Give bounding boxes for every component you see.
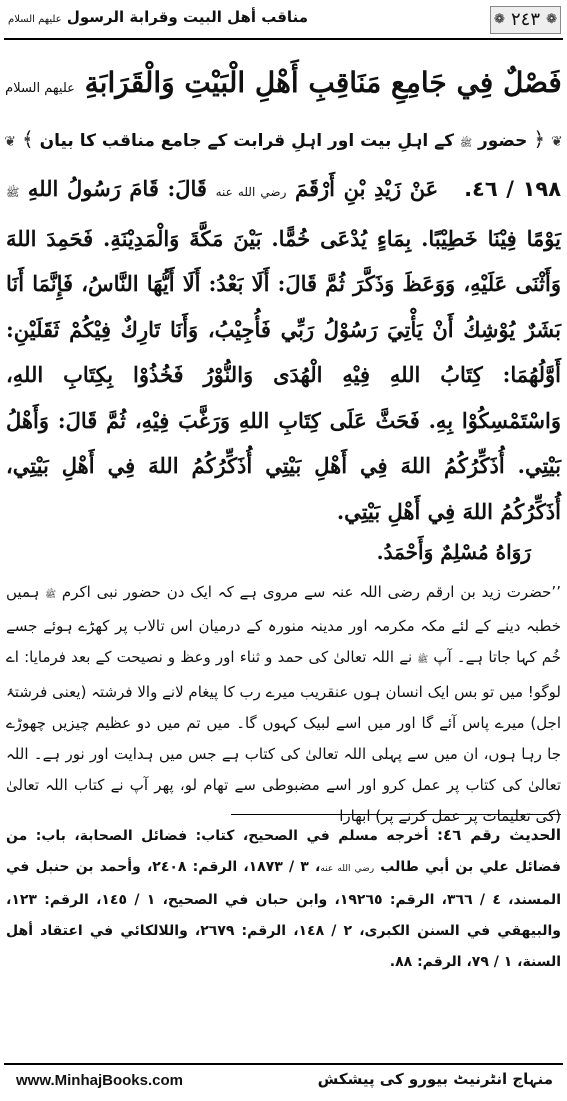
leaf-ornament-icon: ❦ [550,134,563,150]
section-title [0,52,567,114]
hadith-number: ١٩٨ / ٤٦. [464,177,562,201]
translation-part2: ہمیں خطبہ دینے کے لئے مکہ مکرمہ اور مدینہ منورہ کے درمیان اس تالاب پر کھڑے ہوئے جسے خُم کہا جاتا ہے۔ آپ [6,583,561,667]
translation-part3: نے اللہ تعالیٰ کی حمد و ثناء اور وعظ و نصیحت کے بعد فرمایا: اے لوگو! میں تو بس ایک انسان ہوں عنقریب میرے رب کا پیغام لانے والا فرشتہ (یعنی فرشتۂ اجل) میرے پاس آئے گا اور میں اسے لبیک کہوں گا۔ میں تم میں دو عظیم چیزیں چھوڑے جا رہا ہوں، ان میں سے پہلی اللہ تعالیٰ کی کتاب ہے جس میں ہدایت اور نور ہے۔ اللہ تعالیٰ کی کتاب پر عمل کرو اور اسے مضبوطی سے تھام لو، پھر آپ نے کتاب اللہ تعالیٰ (کی تعلیمات پر عمل کرنے پر) ابھارا [6,648,561,826]
presenter-credit: منہاج انٹرنیٹ بیورو کی پیشکش [317,1070,553,1088]
hadith-source: رَوَاهُ مُسْلِمٌ وَأَحْمَدُ. [376,540,531,564]
footnote-part2: ، ٣ / ١٨٧٣، الرقم: ٢٤٠٨، وأحمد بن حنبل في المسند، ٤ / ٣٦٦، الرقم: ١٩٢٦٥، وابن حبان في الصحيح، ١ / ١٤٥، الرقم: ١٢٣، والبيهقي في السنن الكبرى، ٢ / ١٤٨، الرقم: ٢٦٧٩، واللالكائي في اعتقاد أهل السنة، ١ / ٧٩، الرقم: ٨٨. [6,859,561,970]
subheading-part2: کے اہلِ بیت اور اہلِ قرابت کے جامع مناقب کا بیان [39,131,455,151]
section-title-honorific: عليهم السلام [5,81,75,96]
chapter-subheading [4,120,563,158]
subheading-part1: حضور [477,131,528,151]
hadith-text-1: قَالَ: قَامَ رَسُولُ اللهِ [27,176,207,201]
urdu-translation [6,577,561,833]
salutation-mark: ﷺ [459,138,473,149]
section-title-text: فَصْلٌ فِي جَامِعِ مَنَاقِبِ أَهْلِ الْبَيْتِ وَالْقَرَابَةِ [84,66,562,99]
running-title-text: مناقب أهل البيت وقرابة الرسول [66,8,308,26]
close-bracket: ﴾ [21,127,34,151]
translation-part1: ’’حضرت زید بن ارقم رضی اللہ عنہ سے مروی ہے کہ ایک دن حضور نبی اکرم [61,583,561,601]
footnote [6,820,561,978]
page-number [490,6,561,34]
salutation-mark: ﷺ [6,186,20,199]
website-link[interactable]: www.MinhajBooks.com [16,1072,183,1089]
page-footer [4,1063,563,1101]
ra-mark: رضي الله عنه [320,864,375,874]
running-title [8,8,308,26]
hadith-narrator: عَنْ زَيْدِ بْنِ أَرْقَمَ [295,176,439,201]
footnote-part1: أخرجه مسلم في الصحيح، كتاب: فضائل الصحابة، باب: من فضائل علي بن أبي طالب [6,828,561,875]
salutation-mark: ﷺ [417,655,429,666]
ornament-icon: ❁ [546,12,557,27]
footnote-lead: الحديث رقم ٤٦: [437,826,562,844]
running-title-honorific: عليهم السلام [8,14,62,25]
ra-mark: رضي الله عنه [215,185,287,199]
page-header [4,2,563,40]
footnote-divider [231,814,561,815]
open-bracket: ﴿ [533,127,546,151]
page-number-text: ٢٤٣ [510,9,540,30]
salutation-mark: ﷺ [45,590,57,600]
ornament-icon: ❁ [493,12,505,27]
leaf-ornament-icon: ❦ [4,134,17,150]
hadith-text-2: يَوْمًا فِيْنَا خَطِيْبًا. بِمَاءٍ يُدْعَى خُمًّا. بَيْنَ مَكَّةَ وَالْمَدِيْنَةِ. فَحَمِدَ اللهَ وَأَثْنَى عَلَيْهِ، وَوَعَظَ وَذَكَّرَ ثُمَّ قَالَ: أَلَا بَعْدُ: أَلَا أَيُّهَا النَّاسُ، فَإِنَّمَا أَنَا بَشَرٌ يُوْشِكُ أَنْ يَأْتِيَ رَسُوْلُ رَبِّي فَأُجِيْبُ، وَأَنَا تَارِكٌ فِيْكُمْ ثَقَلَيْنِ: أَوَّلُهُمَا: كِتَابُ اللهِ فِيْهِ الْهُدَى وَالنُّوْرُ فَخُذُوْا بِكِتَابِ اللهِ، وَاسْتَمْسِكُوْا بِهِ. فَحَثَّ عَلَى كِتَابِ اللهِ وَرَغَّبَ فِيْهِ، ثُمَّ قَالَ: وَأَهْلُ بَيْتِي. أُذَكِّرُكُمُ اللهَ فِي أَهْلِ بَيْتِي أُذَكِّرُكُمُ اللهَ فِي أَهْلِ بَيْتِي، أُذَكِّرُكُمُ اللهَ فِي أَهْلِ بَيْتِي. [6,225,561,524]
hadith-arabic-text [6,166,561,534]
